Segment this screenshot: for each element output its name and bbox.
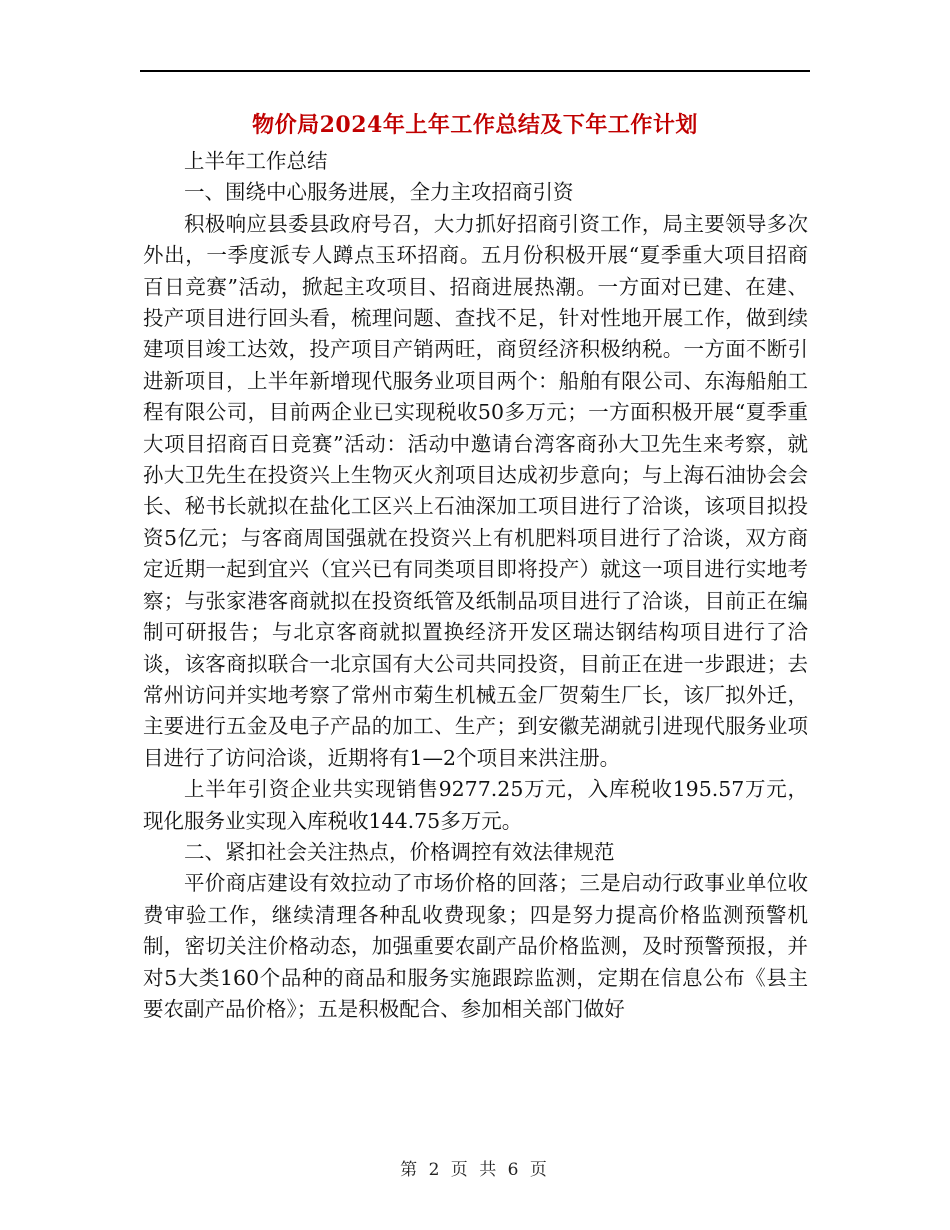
paragraph-sales-tax-results: 上半年引资企业共实现销售9277.25万元，入库税收195.57万元，现化服务业实现入库税收144.75多万元。 [143, 777, 808, 833]
paragraph-section-two-heading: 二、紧扣社会关注热点，价格调控有效法律规范 [184, 839, 615, 864]
paragraph-section-one-heading: 一、围绕中心服务进展，全力主攻招商引资 [184, 180, 574, 205]
paragraph-price-regulation: 平价商店建设有效拉动了市场价格的回落；三是启动行政事业单位收费审验工作，继续清理各种乱收费现象；四是努力提高价格监测预警机制，密切关注价格动态，加强重要农副产品价格监测，及时预警预报，并对5大类160个品种的商品和服务实施跟踪监测，定期在信息公布《县主要农副产品价格》；五是积极配合、参加相关部门做好 [143, 871, 808, 1021]
paragraph-investment-attraction: 积极响应县委县政府号召，大力抓好招商引资工作，局主要领导多次外出，一季度派专人蹲点玉环招商。五月份积极开展“夏季重大项目招商百日竞赛”活动，掀起主攻项目、招商进展热潮。一方面对已建、在建、投产项目进行回头看，梳理问题、查找不足，针对性地开展工作，做到续建项目竣工达效，投产项目产销两旺，商贸经济积极纳税。一方面不断引进新项目，上半年新增现代服务业项目两个：船舶有限公司、东海船舶工程有限公司，目前两企业已实现税收50多万元；一方面积极开展“夏季重大项目招商百日竞赛”活动：活动中邀请台湾客商孙大卫先生来考察，就孙大卫先生在投资兴上生物灭火剂项目达成初步意向；与上海石油协会会长、秘书长就拟在盐化工区兴上石油深加工项目进行了洽谈，该项目拟投资5亿元；与客商周国强就在投资兴上有机肥料项目进行了洽谈，双方商定近期一起到宜兴（宜兴已有同类项目即将投产）就这一项目进行实地考察；与张家港客商就拟在投资纸管及纸制品项目进行了洽谈，目前正在编制可研报告；与北京客商就拟置换经济开发区瑞达钢结构项目进行了洽谈，该客商拟联合一北京国有大公司共同投资，目前正在进一步跟进；去常州访问并实地考察了常州市菊生机械五金厂贺菊生厂长，该厂拟外迁，主要进行五金及电子产品的加工、生产；到安徽芜湖就引进现代服务业项目进行了访问洽谈，近期将有1—2个项目来洪注册。 [143, 211, 808, 770]
document-title: 物价局2024年上年工作总结及下年工作计划 [252, 112, 698, 138]
paragraph-first-half-summary-heading: 上半年工作总结 [184, 149, 328, 173]
page-number: 第 2 页 共 6 页 [400, 1160, 550, 1180]
document-body [143, 146, 808, 1025]
header-rule [140, 70, 810, 72]
